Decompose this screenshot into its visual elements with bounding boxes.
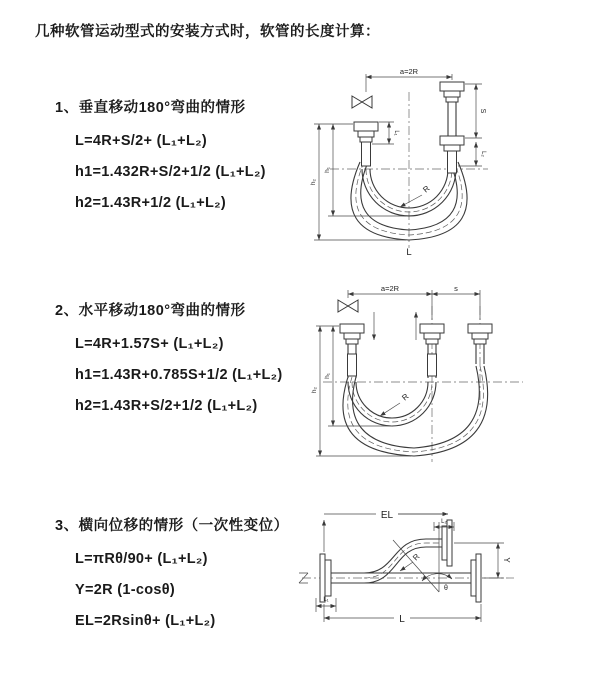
braid-hatch xyxy=(428,354,437,376)
left-pipe xyxy=(352,96,378,166)
hex-nut xyxy=(440,82,464,91)
section-lateral-displacement xyxy=(55,516,325,637)
section-3-formulas xyxy=(55,544,325,637)
section-1-formulas xyxy=(55,126,325,219)
hex-nut xyxy=(420,324,444,333)
dim-l xyxy=(324,604,481,625)
radius-callout xyxy=(380,392,411,416)
formula-el: EL=2Rsinθ+ (L₁+L₂) xyxy=(75,613,216,629)
dim-label-l2: L₂ xyxy=(441,519,447,525)
valve-icon xyxy=(352,96,372,108)
braid-hatch xyxy=(348,354,357,376)
diagram-vertical-180-bend xyxy=(306,64,586,259)
hose-displaced-position xyxy=(364,539,442,583)
radius-label: R xyxy=(400,391,411,403)
right-pipe xyxy=(440,82,464,173)
valve-icon xyxy=(338,300,358,312)
left-flange xyxy=(320,554,331,602)
dim-l1 xyxy=(316,597,336,612)
right-flange xyxy=(471,554,481,602)
dim-a-2r xyxy=(366,67,452,92)
radius-label: R xyxy=(411,552,422,563)
hex-nut xyxy=(340,324,364,333)
formula-l: L=πRθ/90+ (L₁+L₂) xyxy=(75,551,208,567)
hose-inner-position xyxy=(362,169,456,216)
section-2-formulas xyxy=(55,329,325,422)
braid-hatch xyxy=(362,142,371,166)
dim-label-h2: h₂ xyxy=(311,386,318,394)
dim-label-l: L xyxy=(399,614,405,625)
dim-label-l2: L₂ xyxy=(480,151,486,157)
middle-pipe xyxy=(420,324,444,378)
formula-l: L=4R+S/2+ (L₁+L₂) xyxy=(75,133,207,149)
section-vertical-180 xyxy=(55,98,325,219)
dim-s xyxy=(432,284,480,294)
formula-h2: h2=1.43R+1/2 (L₁+L₂) xyxy=(75,195,227,211)
dim-s xyxy=(465,84,486,138)
section-horizontal-180 xyxy=(55,301,325,422)
dim-label-y: Y xyxy=(502,557,511,563)
page-title: 几种软管运动型式的安装方式时，软管的长度计算： xyxy=(35,24,380,40)
section-2-heading: 2、水平移动180°弯曲的情形 xyxy=(55,303,246,319)
diagram-lateral-displacement xyxy=(296,500,596,655)
dim-label-s: s xyxy=(454,284,458,293)
dim-label-l: L xyxy=(406,247,412,258)
formula-y: Y=2R (1-cosθ) xyxy=(75,582,175,598)
dim-l2 xyxy=(458,142,486,166)
dim-h2 xyxy=(310,124,406,240)
left-pipe xyxy=(338,300,364,378)
hex-nut xyxy=(468,324,492,333)
formula-h1: h1=1.432R+S/2+1/2 (L₁+L₂) xyxy=(75,164,266,180)
angle-label: θ xyxy=(444,585,448,592)
hex-nut xyxy=(354,122,378,131)
dim-label-h1: h₁ xyxy=(324,167,331,173)
hex-nut-lower xyxy=(440,136,464,145)
dim-label-s: S xyxy=(479,108,486,114)
braid-hatch xyxy=(448,151,457,173)
dim-label-el: EL xyxy=(380,510,394,521)
dim-label-h2: h₂ xyxy=(310,178,317,186)
dim-label-h1: h₁ xyxy=(324,373,331,379)
dim-label-a2r: a=2R xyxy=(399,67,419,76)
section-3-heading: 3、横向位移的情形（一次性变位） xyxy=(55,518,289,534)
dim-el xyxy=(324,510,448,552)
section-1-heading: 1、垂直移动180°弯曲的情形 xyxy=(55,100,246,116)
dim-label-a2r: a=2R xyxy=(380,284,400,293)
diagram-horizontal-180-bend xyxy=(308,282,593,467)
dim-label-l1: L₁ xyxy=(393,130,399,136)
formula-h1: h1=1.43R+0.785S+1/2 (L₁+L₂) xyxy=(75,367,283,383)
hose-start-position xyxy=(348,382,436,426)
radius-label: R xyxy=(421,183,432,195)
dim-a-2r xyxy=(348,284,480,320)
dim-h2 xyxy=(311,326,411,456)
formula-h2: h2=1.43R+S/2+1/2 (L₁+L₂) xyxy=(75,398,258,414)
formula-l: L=4R+1.57S+ (L₁+L₂) xyxy=(75,336,224,352)
radius-callout xyxy=(400,552,422,571)
dim-label-l1: L₁ xyxy=(323,597,329,603)
